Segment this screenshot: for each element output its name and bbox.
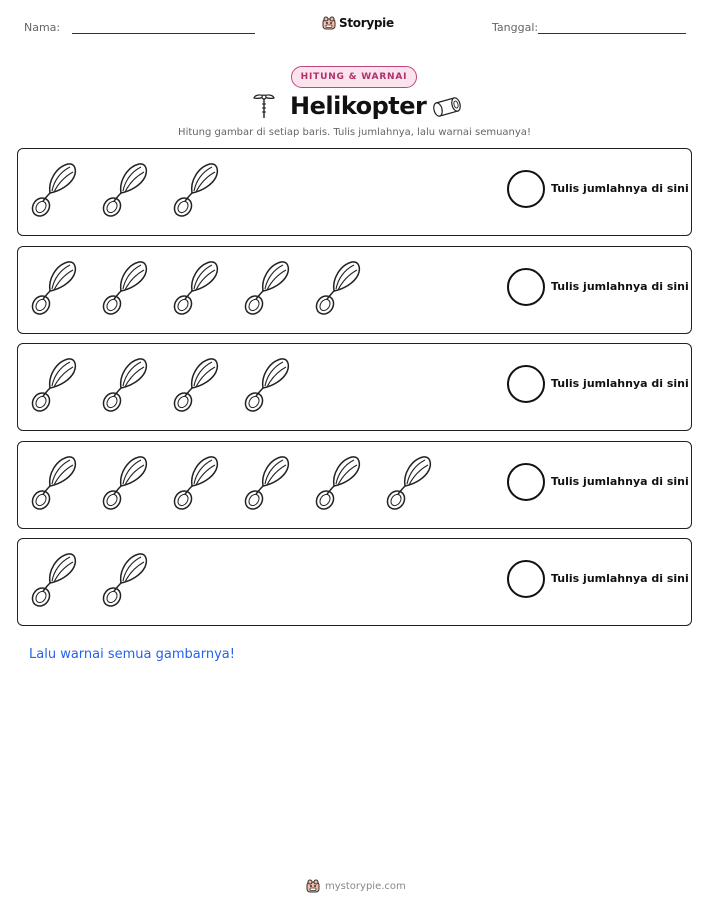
storypie-logo-icon: [322, 16, 336, 30]
maple-seed-icon[interactable]: [172, 259, 220, 317]
brand-logo: [322, 16, 394, 30]
counting-row: [17, 441, 692, 529]
answer-label: Tulis jumlahnya di sini: [551, 572, 689, 585]
date-field[interactable]: [538, 33, 686, 34]
counting-row: [17, 148, 692, 236]
storypie-logo-icon: [306, 879, 320, 893]
maple-seed-icon[interactable]: [101, 259, 149, 317]
answer-label: Tulis jumlahnya di sini: [551, 280, 689, 293]
answer-label: Tulis jumlahnya di sini: [551, 475, 689, 488]
answer-circle[interactable]: [507, 170, 545, 208]
answer-circle[interactable]: [507, 365, 545, 403]
cylinder-icon: [430, 95, 464, 119]
maple-seed-icon[interactable]: [30, 356, 78, 414]
date-label: Tanggal:: [492, 21, 539, 34]
counting-row: [17, 343, 692, 431]
maple-seed-icon[interactable]: [30, 454, 78, 512]
maple-seed-icon[interactable]: [243, 356, 291, 414]
category-badge: HITUNG & WARNAI: [291, 66, 417, 88]
name-field[interactable]: [72, 33, 255, 34]
worksheet-header: [0, 14, 709, 42]
page-title: Helikopter: [290, 92, 427, 120]
maple-seed-icon[interactable]: [243, 259, 291, 317]
maple-seed-icon[interactable]: [314, 259, 362, 317]
title-area: [0, 92, 709, 124]
footer-brand: [306, 879, 406, 893]
maple-seed-icon[interactable]: [101, 454, 149, 512]
maple-seed-icon[interactable]: [101, 161, 149, 219]
maple-seed-icon[interactable]: [385, 454, 433, 512]
answer-circle[interactable]: [507, 560, 545, 598]
maple-seed-icon[interactable]: [30, 551, 78, 609]
counting-row: [17, 538, 692, 626]
answer-circle[interactable]: [507, 463, 545, 501]
answer-circle[interactable]: [507, 268, 545, 306]
brand-name: Storypie: [339, 16, 394, 30]
maple-seed-icon[interactable]: [172, 454, 220, 512]
counting-row: [17, 246, 692, 334]
answer-label: Tulis jumlahnya di sini: [551, 377, 689, 390]
answer-label: Tulis jumlahnya di sini: [551, 182, 689, 195]
maple-seed-icon[interactable]: [30, 259, 78, 317]
footer-url: mystorypie.com: [325, 880, 406, 892]
maple-seed-icon[interactable]: [172, 356, 220, 414]
maple-seed-icon[interactable]: [314, 454, 362, 512]
coloring-instruction: Lalu warnai semua gambarnya!: [29, 647, 235, 662]
maple-seed-icon: [252, 92, 276, 122]
maple-seed-icon[interactable]: [172, 161, 220, 219]
maple-seed-icon[interactable]: [101, 356, 149, 414]
maple-seed-icon[interactable]: [243, 454, 291, 512]
maple-seed-icon[interactable]: [101, 551, 149, 609]
instructions: Hitung gambar di setiap baris. Tulis jumlahnya, lalu warnai semuanya!: [178, 127, 531, 138]
name-label: Nama:: [24, 21, 61, 34]
maple-seed-icon[interactable]: [30, 161, 78, 219]
